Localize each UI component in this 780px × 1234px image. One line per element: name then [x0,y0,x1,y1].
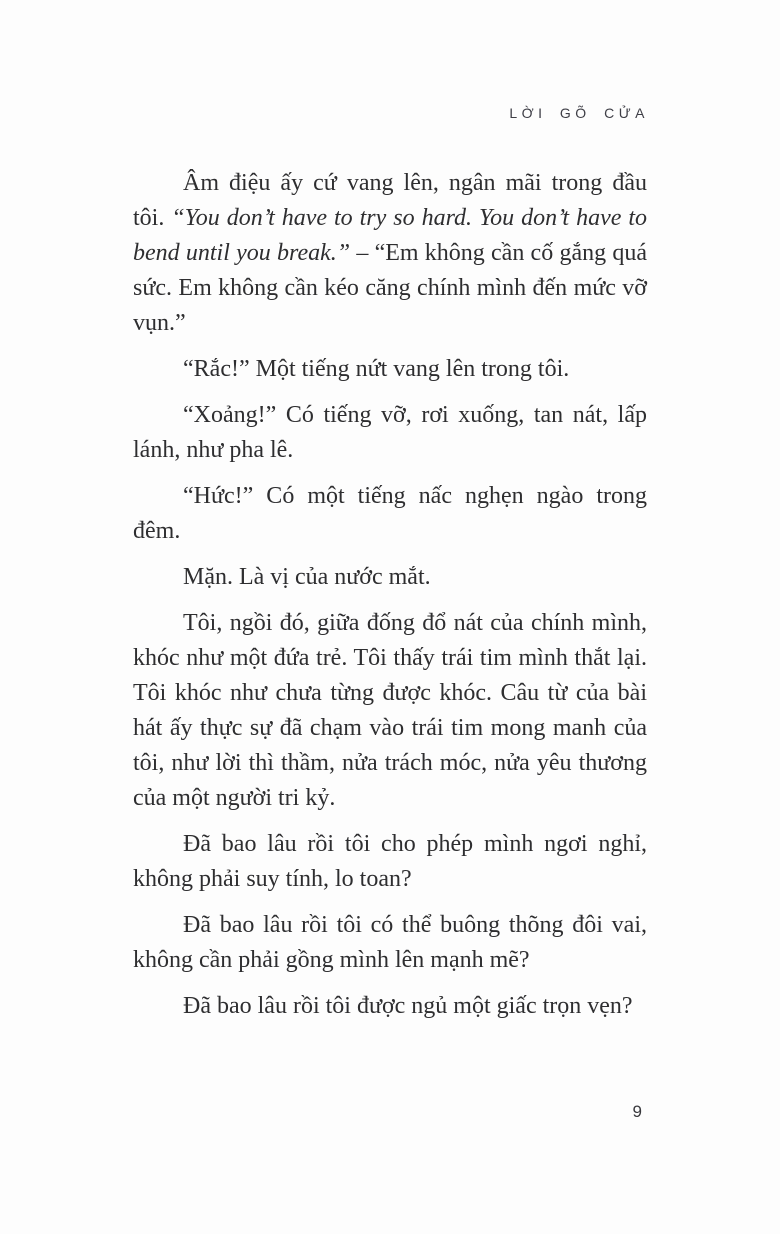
paragraph-opening [133,166,647,341]
paragraph-question-rest: Đã bao lâu rồi tôi cho phép mình ngơi nghỉ, không phải suy tính, lo toan? [133,831,647,892]
song-lyric-quote: “You don’t have to try so hard. You don’t have to bend until you break.” [133,205,648,266]
paragraph-crying: Tôi, ngồi đó, giữa đống đổ nát của chính mình, khóc như một đứa trẻ. Tôi thấy trái tim mình thắt lại. Tôi khóc như chưa từng được khóc. Câu từ của bài hát ấy thực sự đã chạm vào trái tim mong manh của tôi, như lời thì thầm, nửa trách móc, nửa yêu thương của một người tri kỷ. [133,610,647,811]
paragraph-shatter: “Xoảng!” Có tiếng vỡ, rơi xuống, tan nát, lấp lánh, như pha lê. [133,402,647,463]
paragraph-opening-translation: – “Em không cần cố gắng quá sức. Em không cần kéo căng chính mình đến mức vỡ vụn.” [133,240,647,336]
paragraph-question-shoulders: Đã bao lâu rồi tôi có thể buông thõng đôi vai, không cần phải gồng mình lên mạnh mẽ? [133,912,647,973]
body-text-block [133,166,647,1035]
paragraph-crack: “Rắc!” Một tiếng nứt vang lên trong tôi. [183,356,570,382]
running-header-title: LỜI GÕ CỬA [509,105,649,121]
paragraph-question-sleep: Đã bao lâu rồi tôi được ngủ một giấc trọn vẹn? [183,993,633,1019]
paragraph-sob: “Hức!” Có một tiếng nấc nghẹn ngào trong đêm. [133,483,647,544]
paragraph-salty: Mặn. Là vị của nước mắt. [183,564,431,590]
paragraph-opening-lead: Âm điệu ấy cứ vang lên, ngân mãi trong đầu tôi. [133,170,647,231]
page-number: 9 [632,1102,642,1121]
